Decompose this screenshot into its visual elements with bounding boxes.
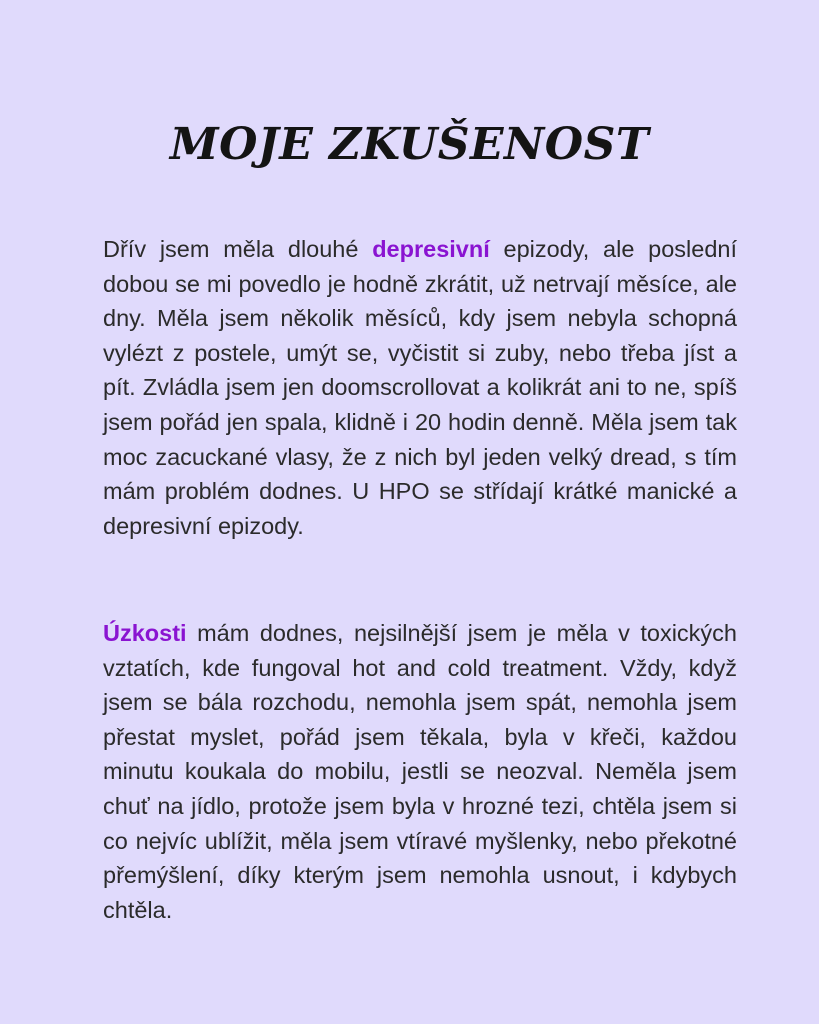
paragraph-depression-body: epizody, ale poslední dobou se mi povedlo je hodně zkrátit, už netrvají měsíce, ale dny. Měla jsem několik měsíců, kdy jsem nebyla schopná vylézt z postele, umýt se, vyčistit si zuby, nebo třeba jíst a pít. Zvládla jsem jen doomscrollovat a kolikrát ani to ne, spíš jsem pořád jen spala, klidně i 20 hodin denně. Měla jsem tak moc zacuckané vlasy, že z nich byl jeden velký dread, s tím mám problém dodnes. U HPO se střídají krátké manické a depresivní epizody.	[103, 236, 737, 539]
paragraph-anxiety-body: mám dodnes, nejsilnější jsem je měla v toxických vztatích, kde fungoval hot and cold treatment. Vždy, když jsem se bála rozchodu, nemohla jsem spát, nemohla jsem přestat myslet, pořád jsem těkala, byla v křeči, každou minutu koukala do mobilu, jestli se neozval. Neměla jsem chuť na jídlo, protože jsem byla v hrozné tezi, chtěla jsem si co nejvíc ublížit, měla jsem vtíravé myšlenky, nebo překotné přemýšlení, díky kterým jsem nemohla usnout, i kdybych chtěla.	[103, 620, 737, 923]
paragraph-depression-intro: Dřív jsem měla dlouhé	[103, 236, 373, 262]
paragraph-anxiety	[103, 616, 737, 927]
highlight-depresivni: depresivní	[372, 236, 490, 262]
page-title: MOJE ZKUŠENOST	[169, 119, 650, 170]
highlight-uzkosti: Úzkosti	[103, 620, 187, 646]
paragraph-depression	[103, 232, 737, 543]
